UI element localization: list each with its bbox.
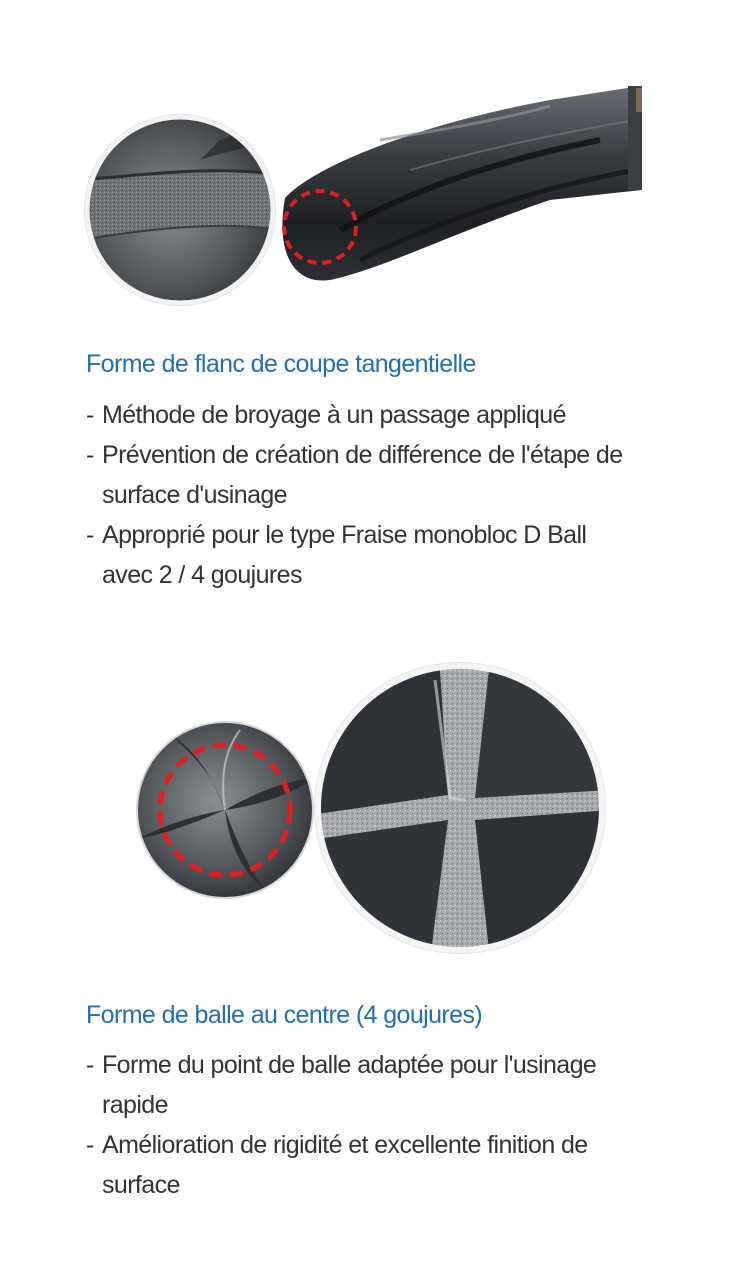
- bullet-dash: -: [86, 521, 94, 549]
- section-1-bullet: [86, 435, 686, 515]
- ball-end-tip: [130, 720, 320, 900]
- section-1-bullet: [86, 395, 686, 435]
- bullet-dash: -: [86, 1131, 94, 1159]
- section-2-title: Forme de balle au centre (4 goujures): [86, 1001, 483, 1029]
- ball-end-center-illustration: [130, 650, 620, 965]
- bullet-text: Forme du point de balle adaptée pour l'usinage rapide: [102, 1051, 597, 1119]
- magnified-center-view: [310, 660, 610, 960]
- magnified-view: [80, 110, 280, 310]
- section-2-bullet-list: [86, 1045, 616, 1205]
- bullet-dash: -: [86, 1051, 94, 1079]
- bullet-dash: -: [86, 401, 94, 429]
- section-1-title: Forme de flanc de coupe tangentielle: [86, 350, 476, 378]
- bullet-text: Méthode de broyage à un passage appliqué: [102, 401, 566, 429]
- bullet-text: Amélioration de rigidité et excellente finition de surface: [102, 1131, 588, 1199]
- section-1-bullet-list: [86, 395, 686, 595]
- end-mill-body: [282, 86, 642, 281]
- bullet-dash: -: [86, 441, 94, 469]
- section-2-bullet: [86, 1125, 616, 1205]
- bullet-text: Approprié pour le type Fraise monobloc D Ball avec 2 / 4 goujures: [102, 521, 587, 589]
- section-2-bullet: [86, 1045, 616, 1125]
- section-1-bullet: [86, 515, 642, 595]
- end-mill-flank-illustration: [80, 80, 660, 320]
- bullet-text: Prévention de création de différence de l'étape de surface d'usinage: [102, 441, 623, 509]
